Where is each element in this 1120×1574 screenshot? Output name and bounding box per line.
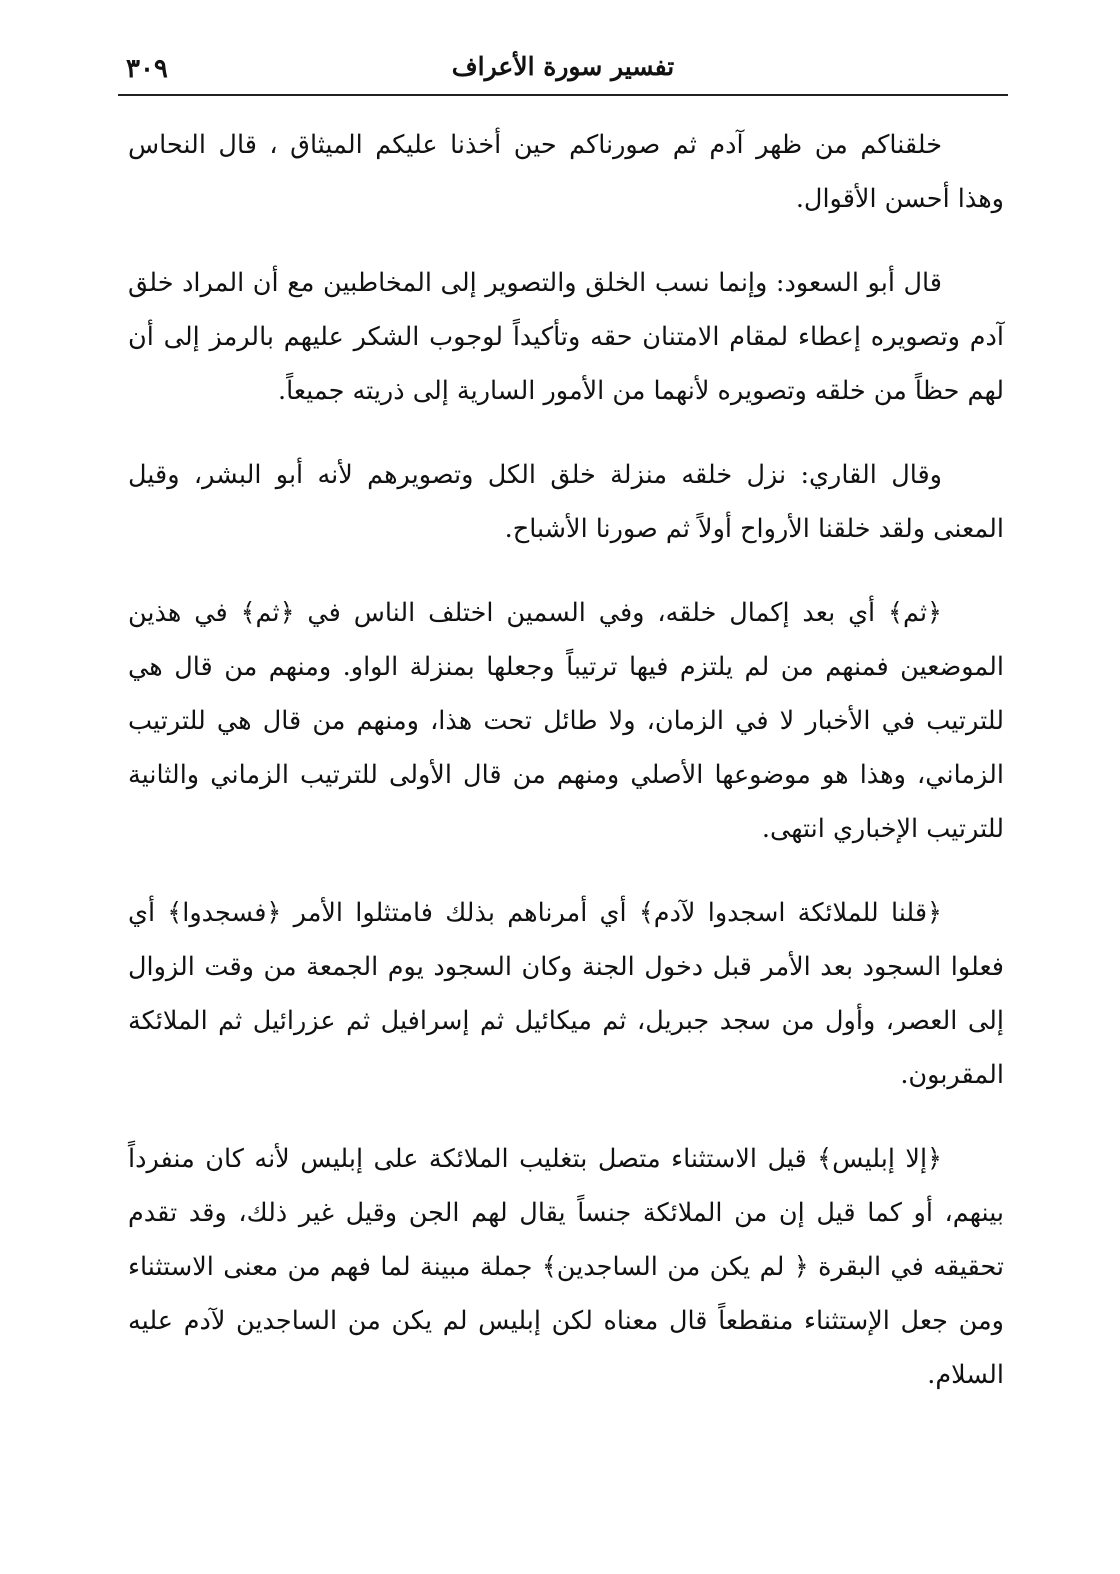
- page-header: [118, 48, 1008, 96]
- paragraph-5: ﴿قلنا للملائكة اسجدوا لآدم﴾ أي أمرناهم بذلك فامتثلوا الأمر ﴿فسجدوا﴾ أي فعلوا السجود بعد الأمر قبل دخول الجنة وكان السجود يوم الجمعة من وقت الزوال إلى العصر، وأول من سجد جبريل، ثم ميكائيل ثم إسرافيل ثم عزرائيل ثم الملائكة المقربون.: [128, 898, 1004, 1090]
- running-title: تفسير سورة الأعراف: [451, 52, 675, 81]
- page-number: ٣٠٩: [126, 54, 168, 84]
- body-text: [128, 118, 1004, 1432]
- paragraph-3: وقال القاري: نزل خلقه منزلة خلق الكل وتصويرهم لأنه أبو البشر، وقيل المعنى ولقد خلقنا الأرواح أولاً ثم صورنا الأشباح.: [128, 460, 1004, 544]
- paragraph-6: ﴿إلا إبليس﴾ قيل الاستثناء متصل بتغليب الملائكة على إبليس لأنه كان منفرداً بينهم، أو كما قيل إن من الملائكة جنساً يقال لهم الجن وقيل غير ذلك، وقد تقدم تحقيقه في البقرة ﴿ لم يكن من الساجدين﴾ جملة مبينة لما فهم من معنى الاستثناء ومن جعل الإستثناء منقطعاً قال معناه لكن إبليس لم يكن من الساجدين لآدم عليه السلام.: [128, 1144, 1004, 1390]
- paragraph-2: قال أبو السعود: وإنما نسب الخلق والتصوير إلى المخاطبين مع أن المراد خلق آدم وتصويره إعطاء لمقام الامتنان حقه وتأكيداً لوجوب الشكر عليهم بالرمز إلى أن لهم حظاً من خلقه وتصويره لأنهما من الأمور السارية إلى ذريته جميعاً.: [128, 268, 1004, 406]
- paragraph-1: خلقناكم من ظهر آدم ثم صورناكم حين أخذنا عليكم الميثاق ، قال النحاس وهذا أحسن الأقوال.: [128, 130, 1004, 214]
- paragraph-4: ﴿ثم﴾ أي بعد إكمال خلقه، وفي السمين اختلف الناس في ﴿ثم﴾ في هذين الموضعين فمنهم من لم يلتزم فيها ترتيباً وجعلها بمنزلة الواو. ومنهم من قال هي للترتيب في الأخبار لا في الزمان، ولا طائل تحت هذا، ومنهم من قال هي للترتيب الزماني، وهذا هو موضوعها الأصلي ومنهم من قال الأولى للترتيب الزماني والثانية للترتيب الإخباري انتهى.: [128, 598, 1004, 844]
